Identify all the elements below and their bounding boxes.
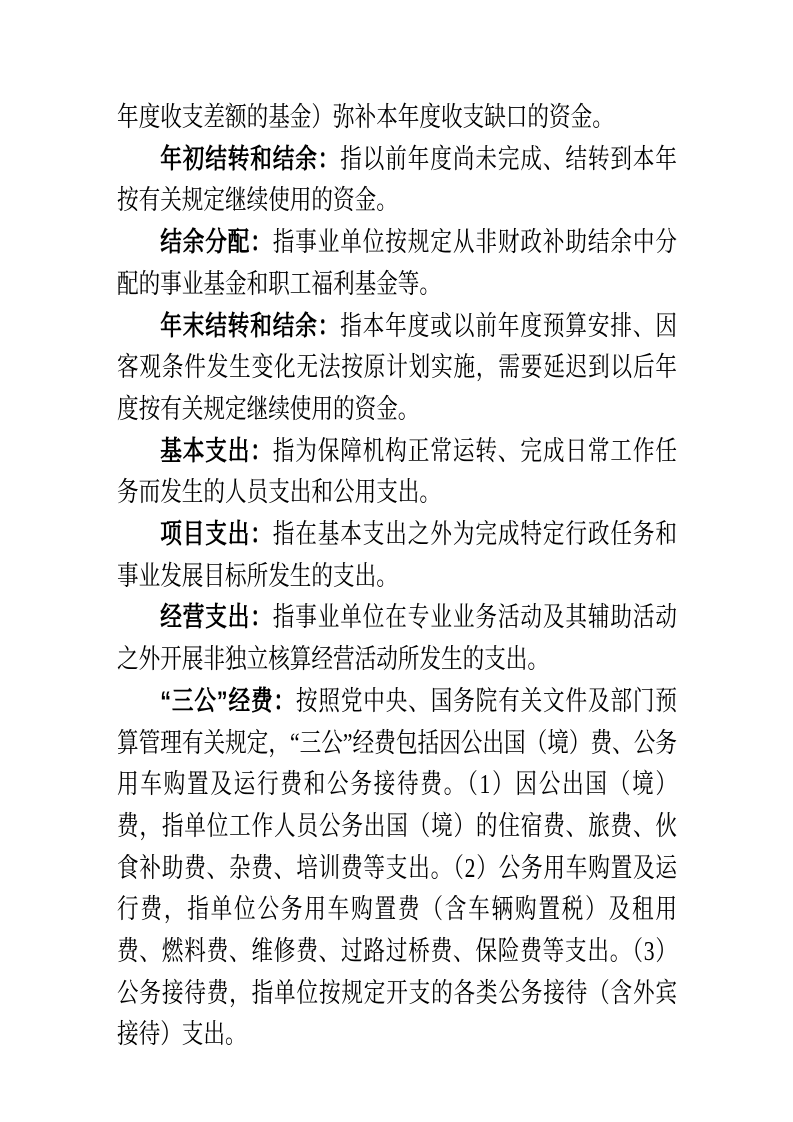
paragraph (117, 431, 677, 514)
paragraph (117, 306, 677, 431)
paragraph (117, 681, 677, 1056)
paragraph-text: 按照党中央、国务院有关文件及部门预算管理有关规定，“三公”经费包括因公出国（境）费、公务用车购置及运行费和公务接待费。（1）因公出国（境）费，指单位工作人员公务出国（境）的住宿费、旅费、伙食补助费、杂费、培训费等支出。（2）公务用车购置及运行费，指单位公务用车购置费（含车辆购置税）及租用费、燃料费、维修费、过路过桥费、保险费等支出。（3）公务接待费，指单位按规定开支的各类公务接待（含外宾接待）支出。 (117, 685, 677, 1050)
paragraph (117, 222, 677, 305)
document-text-block (117, 97, 677, 1056)
term-label: “三公”经费： (160, 685, 296, 716)
paragraph (117, 139, 677, 222)
term-label: 年初结转和结余： (160, 143, 341, 174)
paragraph-text: 指本年度或以前年度预算安排、因客观条件发生变化无法按原计划实施，需要延迟到以后年度按有关规定继续使用的资金。 (117, 310, 678, 424)
paragraph-text: 年度收支差额的基金）弥补本年度收支缺口的资金。 (117, 102, 614, 132)
paragraph (117, 514, 677, 597)
paragraph-text: 指为保障机构正常运转、完成日常工作任务而发生的人员支出和公用支出。 (117, 435, 678, 508)
term-label: 经营支出： (160, 602, 273, 633)
term-label: 项目支出： (160, 519, 273, 550)
term-label: 年末结转和结余： (160, 310, 341, 341)
term-label: 结余分配： (160, 227, 273, 258)
term-label: 基本支出： (160, 435, 273, 466)
paragraph-text: 指以前年度尚未完成、结转到本年按有关规定继续使用的资金。 (117, 143, 678, 216)
paragraph-text: 指在基本支出之外为完成特定行政任务和事业发展目标所发生的支出。 (117, 519, 678, 591)
paragraph (117, 597, 677, 680)
paragraph-text: 指事业单位在专业业务活动及其辅助活动之外开展非独立核算经营活动所发生的支出。 (117, 602, 678, 675)
paragraph-continuation (117, 97, 677, 139)
paragraph-text: 指事业单位按规定从非财政补助结余中分配的事业基金和职工福利基金等。 (117, 227, 678, 299)
